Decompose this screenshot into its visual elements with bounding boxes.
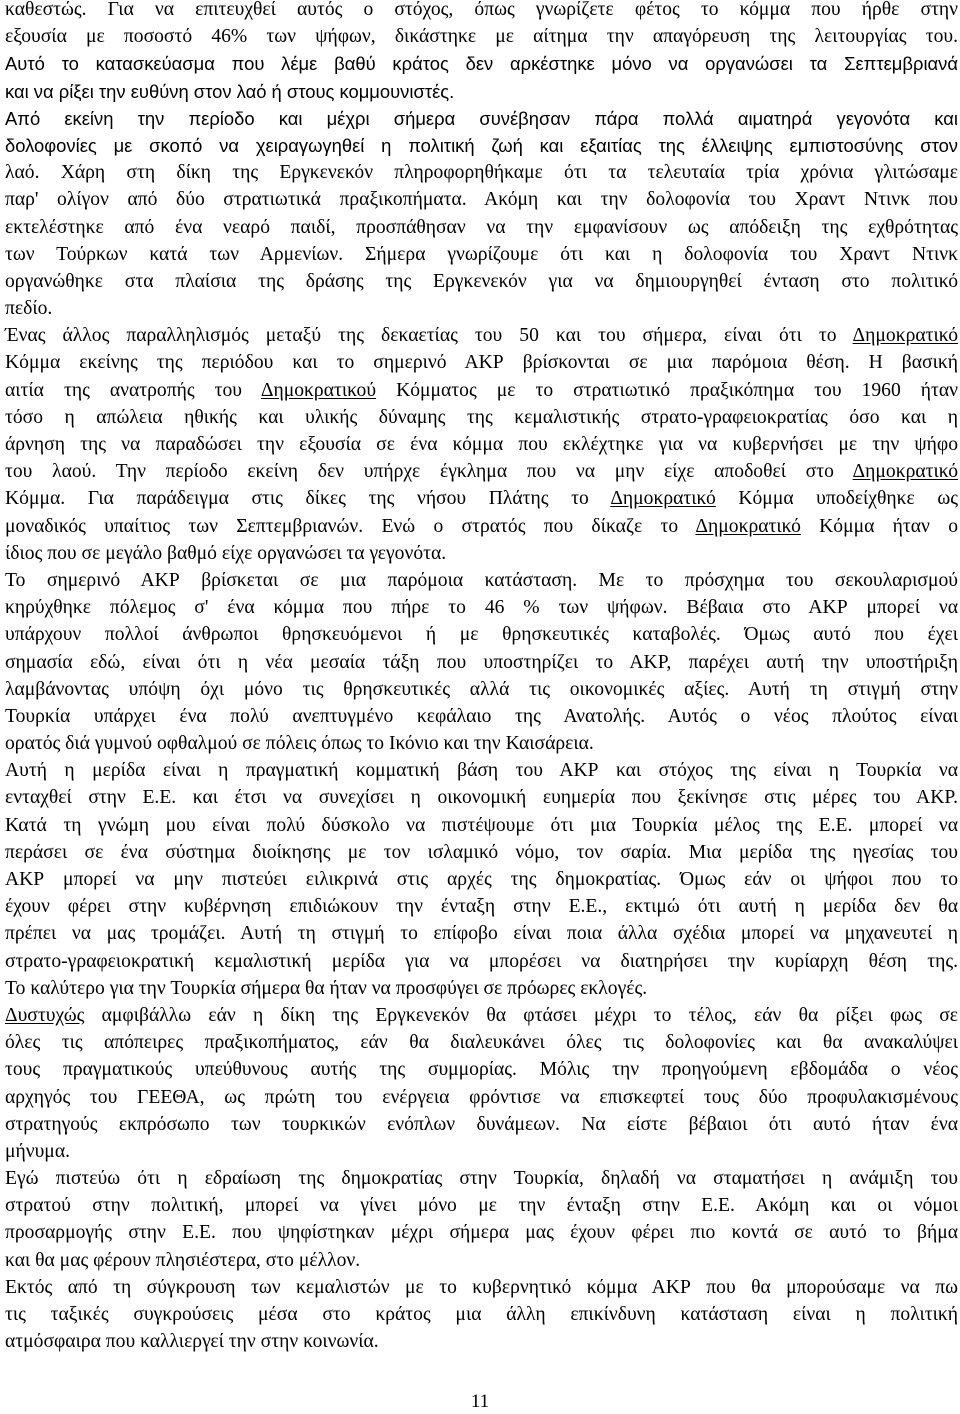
text-line: λαό. Χάρη στη δίκη της Εργκενεκόν πληροφορηθήκαμε ότι τα τελευταία τρία χρόνια γλιτώσαμε <box>5 162 958 184</box>
underlined-word: Δημοκρατικό <box>610 488 716 510</box>
text-line: Εγώ πιστεύω ότι η εδραίωση της δημοκρατίας στην Τουρκία, δηλαδή να σταματήσει η ανάμιξη του <box>5 1168 958 1190</box>
text-line: τις ταξικές συγκρούσεις μέσα στο κράτος μια άλλη επικίνδυνη κατάσταση είναι η πολιτική <box>5 1304 958 1325</box>
underlined-word: Δημοκρατικό <box>695 515 801 537</box>
underlined-word: Δημοκρατικό <box>852 461 958 483</box>
text-line: μήνυμα. <box>5 1140 70 1162</box>
text-line: Το σημερινό ΑΚΡ βρίσκεται σε μια παρόμοια κατάσταση. Με το πρόσχημα του σεκουλαρισμού <box>5 569 958 591</box>
text-line: έχουν φέρει στην κυβέρνηση επιδιώκουν την ένταξη στην Ε.Ε., εκτιμώ ότι αυτή η μερίδα δεν θα <box>5 896 958 918</box>
text-line: εκτελέστηκε από ένα νεαρό παιδί, προσπάθησαν να την εμφανίσουν ως απόδειξη της εχθρότητας <box>5 216 958 238</box>
text-line: αιτία της ανατροπής του Δημοκρατικού Κόμματος με το στρατιωτικό πραξικόπημα του 1960 ήταν <box>5 379 959 401</box>
text-line: προσαρμογής στην Ε.Ε. που ψηφίστηκαν μέχρι σήμερα μας έχουν φέρει πιο κοντά σε αυτό το βήμα <box>5 1222 958 1244</box>
text-line: σημασία εδώ, είναι ότι η νέα μεσαία τάξη που υποστηρίζει το ΑΚΡ, παρέχει αυτή την υποστήριξη <box>5 651 958 673</box>
text-line: Εκτός από τη σύγκρουση των κεμαλιστών με το κυβερνητικό κόμμα ΑΚΡ που θα μπορούσαμε να πω <box>5 1276 958 1298</box>
text-line: στρατο-γραφειοκρατική κεμαλιστική μερίδα για να μπορέσει να διατηρήσει την κυρίαρχη θέση της. <box>5 950 958 972</box>
text-line: Από εκείνη την περίοδο και μέχρι σήμερα συνέβησαν πάρα πολλά αιματηρά γεγονότα και <box>5 107 958 129</box>
text-line: Αυτή η μερίδα είναι η πραγματική κομματική βάση του ΑΚΡ και στόχος της είναι η Τουρκία να <box>5 760 958 782</box>
text-line: άρνηση της να παραδώσει την εξουσία σε ένα κόμμα που εκλέχτηκε για να κυβερνήσει με την ψήφο <box>5 434 958 455</box>
text-line: μοναδικός υπαίτιος των Σεπτεμβριανών. Ενώ ο στρατός που δίκαζε το Δημοκρατικό Κόμμα ήταν ο <box>5 515 958 537</box>
text-line: λαμβάνοντας υπόψη όχι μόνο τις θρησκευτικές αλλά τις οικονομικές αξίες. Αυτή τη στιγμή στην <box>5 678 958 700</box>
text-line: κηρύχθηκε πόλεμος σ' ένα κόμμα που πήρε το 46 % των ψήφων. Βέβαια στο ΑΚΡ μπορεί να <box>5 597 958 619</box>
text-line: πεδίο. <box>5 298 53 320</box>
body-text <box>5 0 958 1355</box>
text-line: όλες τις απόπειρες πραξικοπήματος, εάν θα διαλευκάνει όλες τις δολοφονίες και θα ανακαλύψει <box>5 1032 958 1054</box>
text-line: Κατά τη γνώμη μου είναι πολύ δύσκολο να πιστέψουμε ότι μια Τουρκία μέλος της Ε.Ε. μπορεί να <box>5 814 958 836</box>
text-line: στρατού στην πολιτική, μπορεί να γίνει μόνο με την ένταξη στην Ε.Ε. Ακόμη και οι νόμοι <box>5 1195 958 1217</box>
text-line: Ένας άλλος παραλληλισμός μεταξύ της δεκαετίας του 50 και του σήμερα, είναι ότι το Δημοκρατικό <box>5 325 958 347</box>
text-line: ατμόσφαιρα που καλλιεργεί την στην κοινωνία. <box>5 1331 379 1353</box>
text-line: τόσο η απώλεια ηθικής και υλικής δύναμης της κεμαλιστικής στρατο-γραφειοκρατίας όσο και η <box>5 406 958 428</box>
text-line: Δυστυχώς αμφιβάλλω εάν η δίκη της Εργκενεκόν θα φτάσει μέχρι το τέλος, εάν θα ρίξει φως σε <box>5 1004 958 1026</box>
text-line: αρχηγός του ΓΕΕΘΑ, ως πρώτη του ενέργεια φρόντισε να επισκεφτεί τους δύο προφυλακισμένους <box>5 1086 958 1108</box>
text-line: καθεστώς. Για να επιτευχθεί αυτός ο στόχος, όπως γνωρίζετε φέτος το κόμμα που ήρθε στην <box>5 0 958 20</box>
text-line: και θα μας φέρουν πλησιέστερα, στο μέλλον. <box>5 1249 361 1271</box>
text-line: περάσει σε ένα σύστημα διοίκησης με τον ισλαμικό νόμο, τον σαρία. Μια μερίδα της ηγεσίας του <box>5 841 958 863</box>
text-line: οργανώθηκε στα πλαίσια της δράσης της Εργκενεκόν για να δημιουργηθεί ένταση στο πολιτικό <box>5 270 958 292</box>
text-line: στρατηγούς εκπρόσωπο των τουρκικών ενόπλων δυνάμεων. Να είστε βέβαιοι ότι αυτό ήταν ένα <box>5 1113 958 1135</box>
text-line: Αυτό το κατασκεύασμα που λέμε βαθύ κράτος δεν αρκέστηκε μόνο να οργανώσει τα Σεπτεμβριανά <box>5 53 958 75</box>
text-line: Τουρκία υπάρχει ένα πολύ ανεπτυγμένο κεφάλαιο της Ανατολής. Αυτός ο νέος πλούτος είναι <box>5 705 958 727</box>
text-line: και να ρίξει την ευθύνη στον λαό ή στους κομμουνιστές. <box>5 80 455 102</box>
text-line: Το καλύτερο για την Τουρκία σήμερα θα ήταν να προσφύγει σε πρόωρες εκλογές. <box>5 977 648 999</box>
text-line: παρ' ολίγον από δύο στρατιωτικά πραξικοπήματα. Ακόμη και την δολοφονία του Χραντ Ντινκ που <box>5 189 958 211</box>
underlined-word: Δημοκρατικό <box>852 325 958 347</box>
text-line: ΑΚΡ μπορεί να μην πιστεύει ειλικρινά στις αρχές της δημοκρατίας. Όμως εάν οι ψήφοι που το <box>5 869 958 890</box>
text-line: Κόμμα. Για παράδειγμα στις δίκες της νήσου Πλάτης το Δημοκρατικό Κόμμα υποδείχθηκε ως <box>5 488 958 510</box>
text-line: του λαού. Την περίοδο εκείνη δεν υπήρχε έγκλημα που να μην είχε αποδοθεί στο Δημοκρατικό <box>5 461 958 483</box>
underlined-word: Δημοκρατικού <box>260 379 377 401</box>
text-line: Κόμμα εκείνης της περιόδου και το σημερινό ΑΚΡ βρίσκονται σε μια παρόμοια θέση. Η βασική <box>5 352 958 374</box>
text-line: εξουσία με ποσοστό 46% των ψήφων, δικάστηκε με αίτημα την απαγόρευση της λειτουργίας του. <box>5 26 958 48</box>
underlined-word: Δυστυχώς <box>5 1004 85 1026</box>
page-number: 11 <box>470 1391 490 1412</box>
text-line: δολοφονίες με σκοπό να χειραγωγηθεί η πολιτική ζωή και εξαιτίας της έλλειψης εμπιστοσύνης στον <box>5 134 958 156</box>
text-line: ίδιος που σε μεγάλο βαθμό είχε οργανώσει τα γεγονότα. <box>5 542 447 564</box>
text-line: ορατός διά γυμνού οφθαλμού σε πόλεις όπως το Ικόνιο και την Καισάρεια. <box>5 733 594 755</box>
text-line: ενταχθεί στην Ε.Ε. και έτσι να συνεχίσει η οικονομική ευημερία που ξεκίνησε στις μέρες του ΑΚΡ. <box>5 787 958 809</box>
text-line: πρέπει να μας τρομάζει. Αυτή τη στιγμή το επίφοβο είναι ποια άλλα σχέδια μπορεί να μηχανευτεί η <box>5 923 958 945</box>
text-line: τους πραγματικούς υπεύθυνους αυτής της συμμορίας. Μόλις την προηγούμενη εβδομάδα ο νέος <box>5 1059 958 1081</box>
text-line: των Τούρκων κατά των Αρμενίων. Σήμερα γνωρίζουμε ότι και η δολοφονία του Χραντ Ντινκ <box>5 243 958 265</box>
text-line: υπάρχουν πολλοί άνθρωποι θρησκευόμενοι ή με θρησκευτικές καταβολές. Όμως αυτό που έχει <box>5 624 958 646</box>
